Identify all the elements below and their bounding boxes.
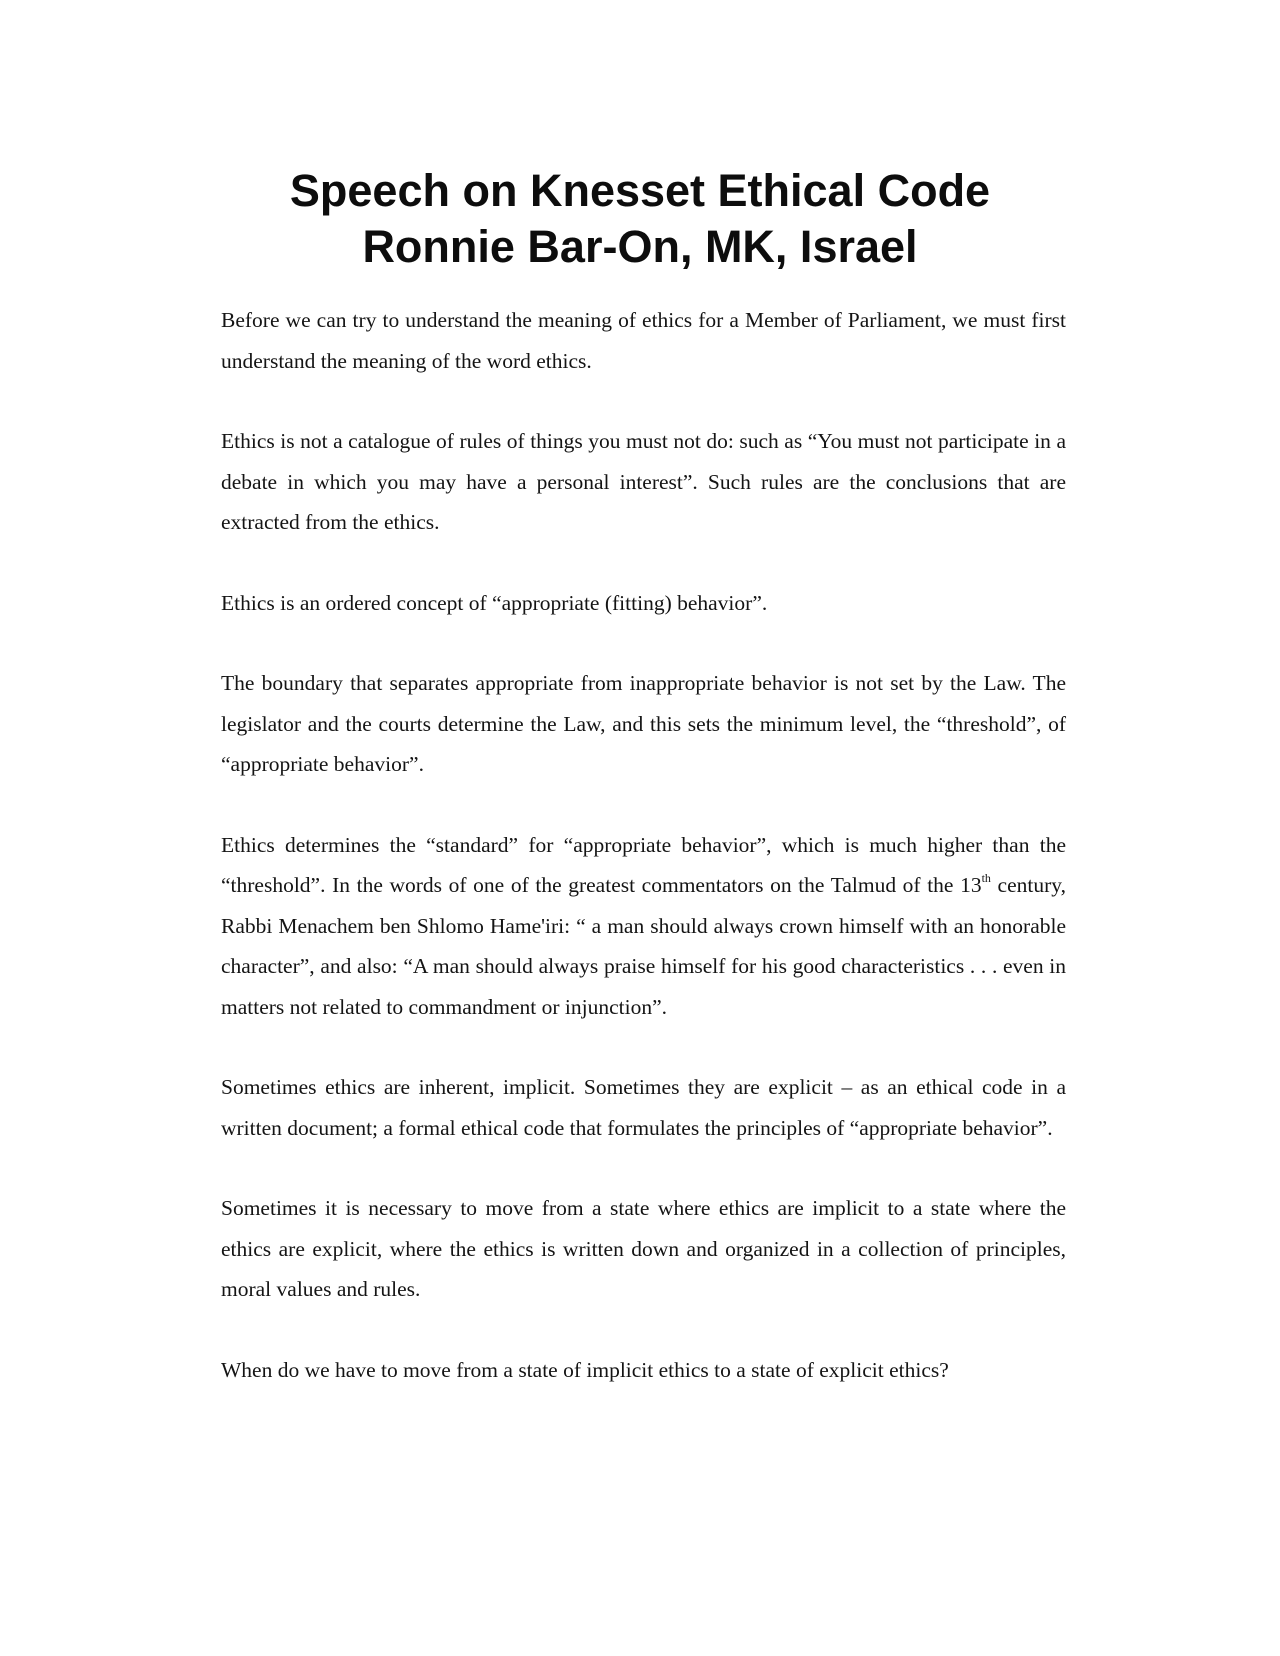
paragraph-4: The boundary that separates appropriate from inappropriate behavior is not set by the Law. The legislator and the courts determine the Law, and this sets the minimum level, the “threshold”, of “appropriate behavior”. xyxy=(221,671,1066,776)
paragraph-2: Ethics is not a catalogue of rules of things you must not do: such as “You must not participate in a debate in which you may have a personal interest”. Such rules are the conclusions that are extracted from the ethics. xyxy=(221,429,1066,534)
paragraph-8: When do we have to move from a state of implicit ethics to a state of explicit ethics? xyxy=(221,1357,949,1382)
paragraph-5 xyxy=(221,825,1066,1028)
ordinal-superscript: th xyxy=(981,870,991,885)
document-title xyxy=(210,163,1070,275)
title-line-1: Speech on Knesset Ethical Code xyxy=(289,165,991,216)
paragraph-3: Ethics is an ordered concept of “appropriate (fitting) behavior”. xyxy=(221,590,768,615)
paragraph-5-text-after: century, Rabbi Menachem ben Shlomo Hame'iri: “ a man should always crown himself with an honorable character”, and also: “A man should always praise himself for his good characteristics . . . even in matters not related to commandment or injunction”. xyxy=(221,873,1066,1019)
title-line-2-author: Ronnie Bar-On, MK, Israel xyxy=(362,221,918,272)
document-body xyxy=(221,300,1066,1430)
paragraph-1: Before we can try to understand the meaning of ethics for a Member of Parliament, we must first understand the meaning of the word ethics. xyxy=(221,308,1066,373)
paragraph-5-text-before: Ethics determines the “standard” for “appropriate behavior”, which is much higher than the “threshold”. In the words of one of the greatest commentators on the Talmud of the 13 xyxy=(221,832,1066,897)
paragraph-7: Sometimes it is necessary to move from a state where ethics are implicit to a state where the ethics are explicit, where the ethics is written down and organized in a collection of principles, moral values and rules. xyxy=(221,1196,1066,1301)
paragraph-6: Sometimes ethics are inherent, implicit. Sometimes they are explicit – as an ethical code in a written document; a formal ethical code that formulates the principles of “appropriate behavior”. xyxy=(221,1075,1066,1140)
